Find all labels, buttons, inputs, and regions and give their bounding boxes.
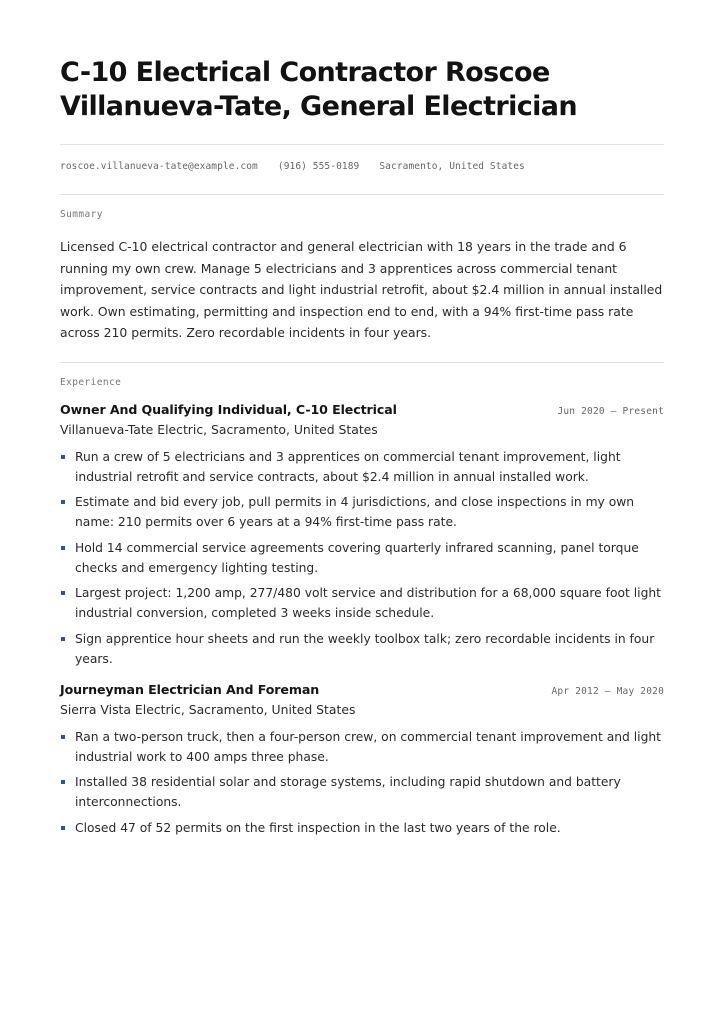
- experience-divider: [60, 362, 664, 363]
- bullet-item: [60, 538, 664, 578]
- job-company: Villanueva-Tate Electric, Sacramento, United States: [60, 421, 378, 437]
- bullet-marker: [61, 500, 65, 504]
- job-title: Owner And Qualifying Individual, C-10 Electrical: [60, 401, 397, 417]
- bullet-marker: [61, 780, 65, 784]
- bullet-marker: [61, 455, 65, 459]
- contact-email[interactable]: roscoe.villanueva-tate@example.com: [60, 161, 258, 172]
- bullet-text: Installed 38 residential solar and storage systems, including rapid shutdown and battery interconnections.: [75, 775, 621, 809]
- job-dates: Jun 2020 — Present: [557, 405, 664, 417]
- summary-text: Licensed C-10 electrical contractor and general electrician with 18 years in the trade and 6 running my own crew. Manage 5 electricians and 3 apprentices across commercial tenant improvement, service contracts and light industrial retrofit, about $2.4 million in annual installed work. Own estimating, permitting and inspection end to end, with a 94% first-time pass rate across 210 permits. Zero recordable incidents in four years.: [60, 239, 663, 340]
- bullet-item: [60, 492, 664, 532]
- bullet-text: Hold 14 commercial service agreements covering quarterly infrared scanning, panel torque checks and emergency lighting testing.: [75, 540, 639, 575]
- job-bullets: [60, 727, 664, 838]
- bullet-text: Largest project: 1,200 amp, 277/480 volt service and distribution for a 68,000 square foot light industrial conversion, completed 3 weeks inside schedule.: [75, 586, 661, 620]
- bullet-marker: [61, 637, 65, 641]
- contact-phone[interactable]: (916) 555-0189: [277, 161, 360, 172]
- bullet-marker: [61, 591, 65, 595]
- bullet-item: [60, 818, 664, 838]
- bullet-text: Ran a two-person truck, then a four-person crew, on commercial tenant improvement and light industrial work to 400 amps three phase.: [75, 729, 661, 764]
- bullet-marker: [61, 546, 65, 550]
- bullet-marker: [61, 735, 65, 739]
- contact-line: [60, 161, 664, 172]
- experience-label: Experience: [60, 376, 122, 388]
- job-company: Sierra Vista Electric, Sacramento, United States: [60, 701, 356, 717]
- bullet-item: [60, 727, 664, 767]
- contact-location: Sacramento, United States: [379, 161, 525, 172]
- job-entry: [60, 402, 664, 669]
- job-header: [60, 682, 664, 697]
- bullet-text: Run a crew of 5 electricians and 3 apprentices on commercial tenant improvement, light industrial retrofit and service contracts, about $2.4 million in annual installed work.: [75, 449, 621, 484]
- job-dates: Apr 2012 — May 2020: [551, 685, 664, 697]
- job-title: Journeyman Electrician And Foreman: [60, 681, 320, 697]
- summary-label: Summary: [60, 209, 103, 220]
- job-header: [60, 402, 664, 417]
- header-divider: [60, 144, 664, 145]
- bullet-item: [60, 583, 664, 623]
- bullet-marker: [61, 826, 65, 830]
- bullet-item: [60, 447, 664, 487]
- candidate-name: C-10 Electrical Contractor Roscoe Villanueva-Tate, General Electrician: [60, 57, 578, 122]
- job-entry: [60, 682, 664, 838]
- summary-divider: [60, 194, 664, 195]
- bullet-item: [60, 629, 664, 669]
- bullet-item: [60, 772, 664, 812]
- bullet-text: Sign apprentice hour sheets and run the weekly toolbox talk; zero recordable incidents in four years.: [75, 631, 655, 666]
- bullet-text: Estimate and bid every job, pull permits in 4 jurisdictions, and close inspections in my own name: 210 permits over 6 years at a 94% first-time pass rate.: [75, 495, 635, 529]
- job-bullets: [60, 447, 664, 669]
- bullet-text: Closed 47 of 52 permits on the first inspection in the last two years of the role.: [75, 820, 561, 835]
